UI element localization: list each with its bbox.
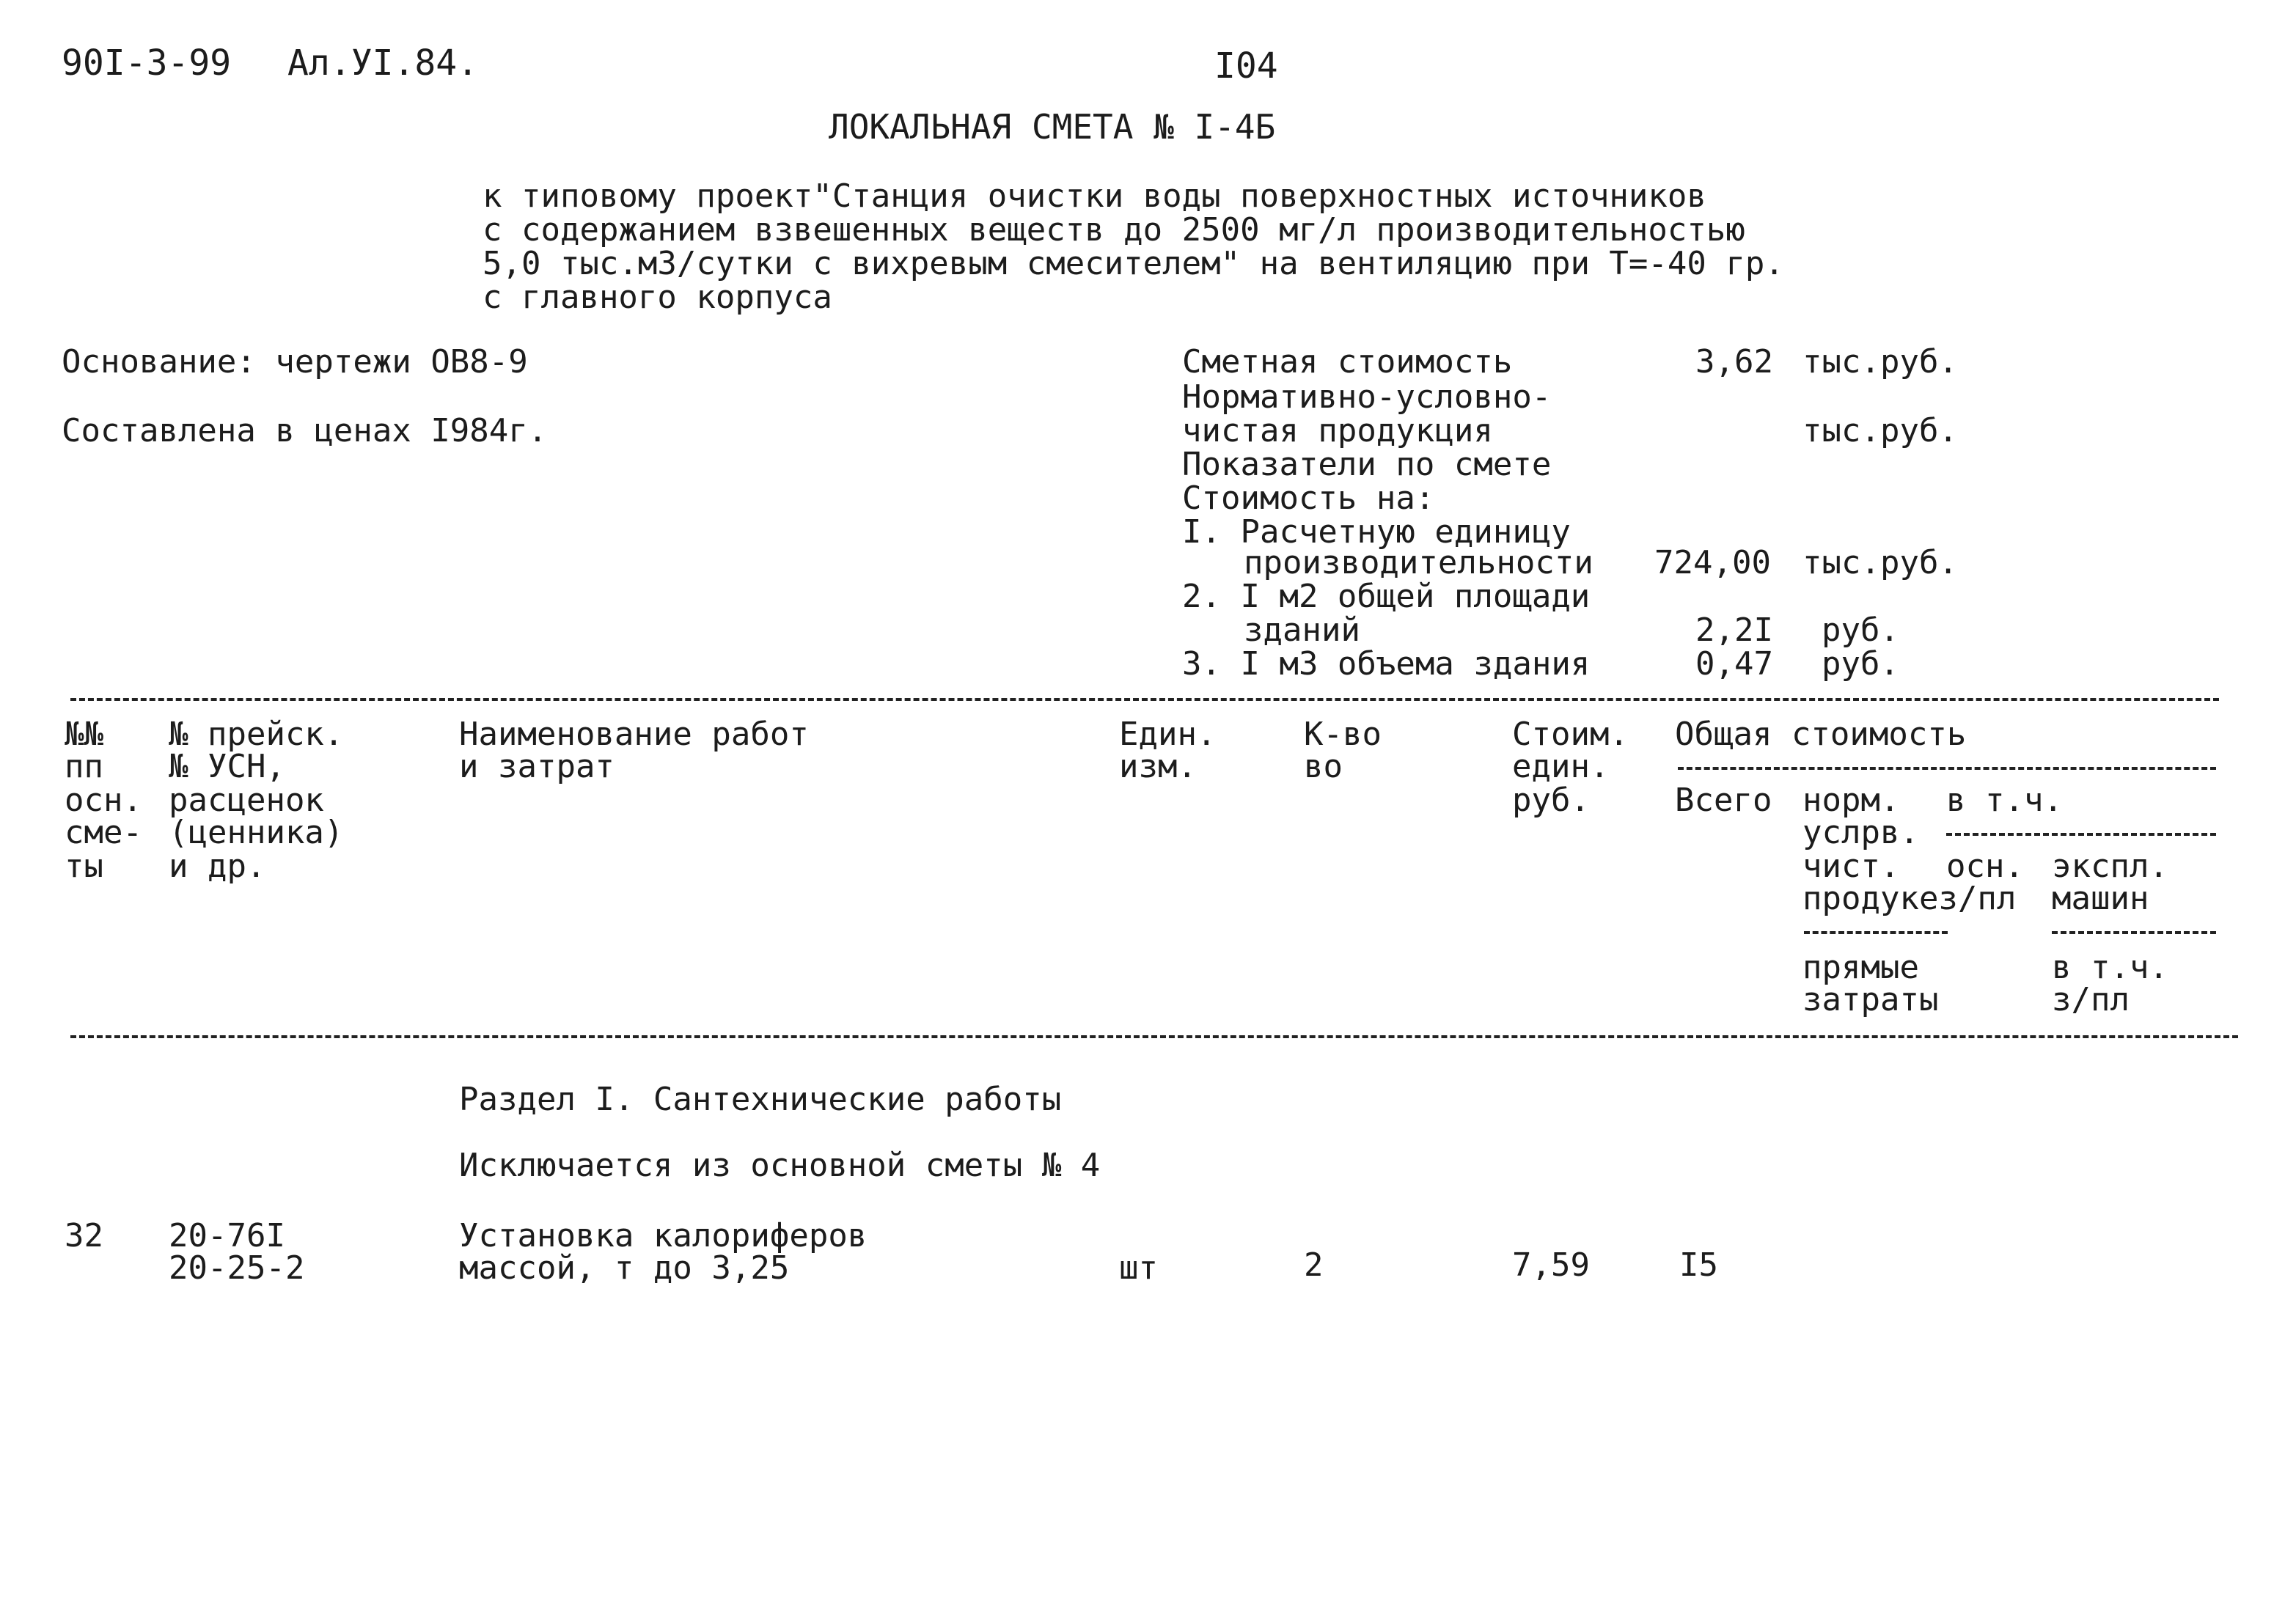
header-norm-3: чист.: [1802, 848, 1900, 885]
row-name-1: Установка калориферов: [459, 1217, 868, 1254]
section-title: Раздел I. Сантехнические работы: [459, 1081, 1062, 1118]
header-total-cost: Общая стоимость: [1675, 716, 1967, 753]
net-product-unit: тыс.руб.: [1802, 412, 1958, 449]
table-top-rule: [70, 698, 2219, 701]
header-incl-wage-2: з/пл: [2052, 981, 2130, 1018]
basis-label: Основание: чертежи ОВ8-9: [62, 343, 528, 381]
net-product-label-1: Нормативно-условно-: [1182, 378, 1552, 416]
indicator-1-line-1: I. Расчетную единицу: [1182, 513, 1571, 551]
indicator-1-line-2: производительности: [1244, 544, 1593, 581]
header-direct-2: затраты: [1802, 981, 1939, 1018]
subtitle-line-1: к типовому проект"Станция очистки воды поверхностных источников: [483, 177, 1706, 215]
header-col-number-line: сме-: [65, 814, 142, 851]
document-code: 90I-3-99: [62, 43, 232, 84]
cost-on-label: Стоимость на:: [1182, 480, 1435, 517]
header-rule-direct: [1804, 931, 1948, 934]
row-number: 32: [65, 1217, 103, 1254]
indicator-2-line-1: 2. I м2 общей площади: [1182, 578, 1591, 615]
header-including: в т.ч.: [1946, 782, 2063, 819]
header-col-price-code-line: и др.: [169, 848, 266, 885]
header-col-price-code-line: № прейск.: [169, 716, 344, 753]
header-rule-total: [1678, 767, 2216, 770]
indicator-3-line-1: 3. I м3 объема здания: [1182, 645, 1591, 683]
subtitle-line-4: с главного корпуса: [483, 279, 832, 316]
header-col-number-line: пп: [65, 748, 103, 785]
row-quantity: 2: [1304, 1246, 1324, 1284]
header-col-price-code-line: расценок: [169, 782, 324, 819]
header-col-price-code-line: (ценника): [169, 814, 344, 851]
header-norm-2: услрв.: [1802, 814, 1919, 851]
header-exploit-2: машин: [2052, 880, 2149, 917]
header-col-work-name: Наименование работ: [459, 716, 809, 753]
estimate-cost-unit: тыс.руб.: [1802, 343, 1958, 381]
header-norm-4: продукез/пл: [1802, 880, 2017, 917]
header-col-number-line: осн.: [65, 782, 142, 819]
header-col-number-line: ты: [65, 848, 103, 885]
header-col-unit-2: изм.: [1119, 748, 1197, 785]
row-unit: шт: [1119, 1249, 1158, 1287]
page-number: I04: [1214, 45, 1278, 87]
indicators-label: Показатели по смете: [1182, 446, 1552, 483]
header-col-unit-cost-3: руб.: [1512, 782, 1590, 819]
indicator-1-value: 724,00: [1654, 544, 1771, 581]
row-name-2: массой, т до 3,25: [459, 1249, 790, 1287]
table-header-bottom-rule: [70, 1035, 2238, 1038]
net-product-label-2: чистая продукция: [1182, 412, 1493, 449]
indicator-2-value: 2,2I: [1695, 611, 1773, 649]
header-col-work-name-2: и затрат: [459, 748, 615, 785]
header-rule-wage: [2052, 931, 2216, 934]
indicator-3-unit: руб.: [1822, 645, 1899, 683]
header-exploit-1: экспл.: [2052, 848, 2168, 885]
header-direct-1: прямые: [1802, 949, 1919, 986]
row-code-1: 20-76I: [169, 1217, 285, 1254]
estimate-cost-label: Сметная стоимость: [1182, 343, 1513, 381]
subtitle-line-2: с содержанием взвешенных веществ до 2500 мг/л производительностью: [483, 211, 1745, 249]
header-incl-wage-1: в т.ч.: [2052, 949, 2168, 986]
header-norm-1: норм.: [1802, 782, 1900, 819]
header-all: Всего: [1675, 782, 1772, 819]
indicator-2-unit: руб.: [1822, 611, 1899, 649]
header-col-unit-cost: Стоим.: [1512, 716, 1629, 753]
header-col-quantity: К-во: [1304, 716, 1382, 753]
header-rule-incl: [1946, 833, 2216, 836]
row-unit-price: 7,59: [1512, 1246, 1590, 1284]
header-main-wage: осн.: [1946, 848, 2024, 885]
prices-year: Составлена в ценах I984г.: [62, 412, 548, 449]
album-number: Ал.УI.84.: [287, 43, 479, 84]
header-col-unit-cost-2: един.: [1512, 748, 1610, 785]
header-col-quantity-2: во: [1304, 748, 1343, 785]
header-col-price-code-line: № УСН,: [169, 748, 285, 785]
subtitle-line-3: 5,0 тыс.м3/сутки с вихревым смесителем" на вентиляцию при Т=-40 гр.: [483, 245, 1784, 282]
document-title: ЛОКАЛЬНАЯ СМЕТА № I-4Б: [829, 107, 1276, 147]
estimate-cost-value: 3,62: [1695, 343, 1773, 381]
header-col-unit: Един.: [1119, 716, 1217, 753]
section-note: Исключается из основной сметы № 4: [459, 1147, 1101, 1184]
header-col-number-line: №№: [65, 716, 103, 753]
indicator-3-value: 0,47: [1695, 645, 1773, 683]
indicator-2-line-2: зданий: [1244, 611, 1360, 649]
indicator-1-unit: тыс.руб.: [1802, 544, 1958, 581]
row-code-2: 20-25-2: [169, 1249, 305, 1287]
row-total: I5: [1679, 1246, 1718, 1284]
